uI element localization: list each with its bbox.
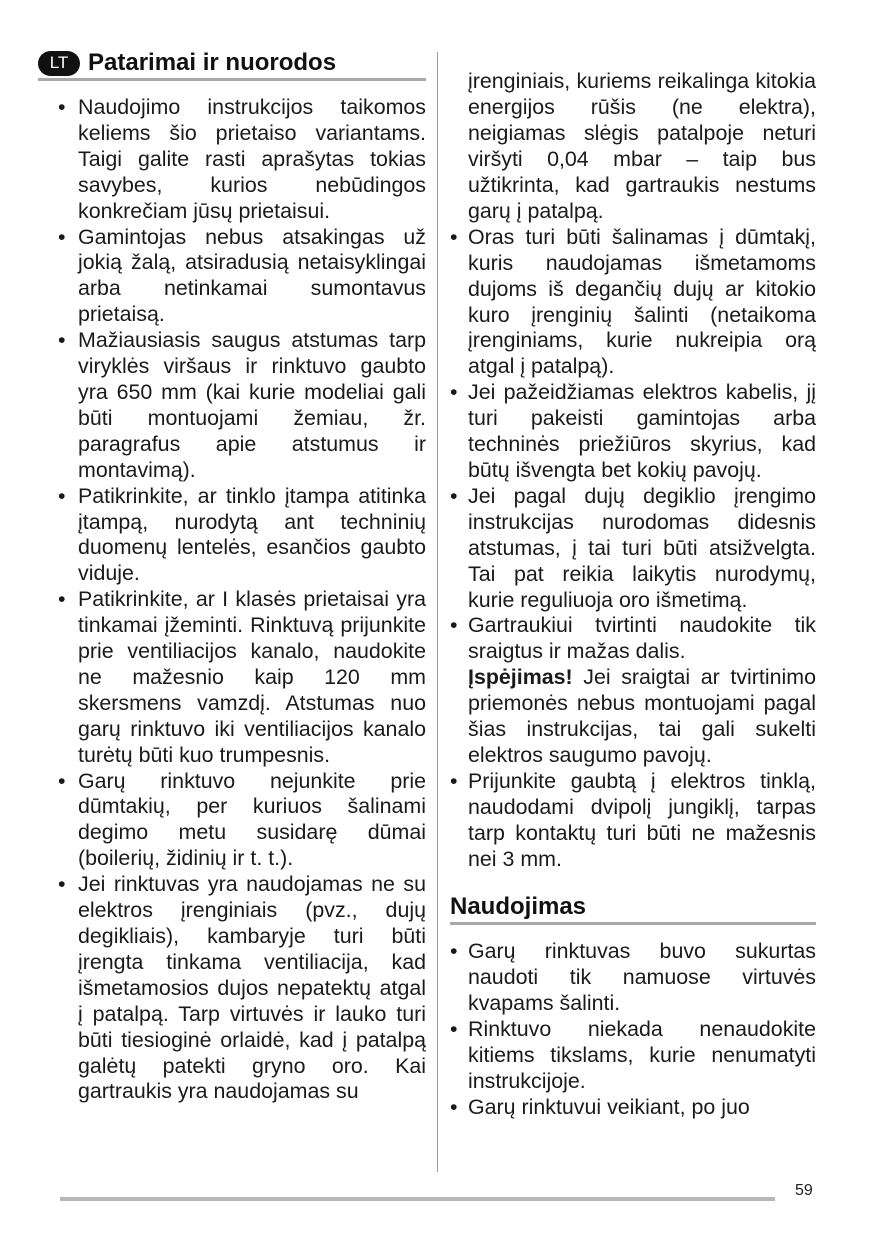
list-item: • Garų rinktuvui veikiant, po juo: [450, 1095, 816, 1121]
section-title: Patarimai ir nuorodos: [88, 49, 337, 76]
list-item: • Jei pagal dujų degiklio įrengimo instrukcijas nurodomas didesnis atstumas, į tai turi būti atsižvelgta. Tai pat reikia laikytis nurodymų, kurie reguliuoja oro išmetimą.: [450, 484, 816, 614]
list-item: • Jei pažeidžiamas elektros kabelis, jį turi pakeisti gamintojas arba techninės priežiūros skyrius, kad būtų išvengta bet kokių pavojų.: [450, 380, 816, 484]
column-divider: [437, 52, 438, 1172]
list-item: • Rinktuvo niekada nenaudokite kitiems tikslams, kurie nenumatyti instrukcijoje.: [450, 1017, 816, 1095]
list-item: • Gamintojas nebus atsakingas už jokią žalą, atsiradusią netaisyklingai arba netinkamai sumontavus prietaisą.: [38, 225, 426, 329]
warning-label: Įspėjimas!: [468, 665, 573, 690]
list-item: • Patikrinkite, ar I klasės prietaisai yra tinkamai įžeminti. Rinktuvą prijunkite prie ventiliacijos kanalo, naudokite ne mažesnio kaip 120 mm skersmens vamzdį. Atstumas nuo garų rinktuvo iki ventiliacijos kanalo turėtų būti kuo trumpesnis.: [38, 587, 426, 768]
list-item: • Garų rinktuvo nejunkite prie dūmtakių, per kuriuos šalinami degimo metu susidarę dūmai (boilerių, židinių ir t. t.).: [38, 769, 426, 873]
footer-rule: [60, 1197, 775, 1201]
list-item: • Patikrinkite, ar tinklo įtampa atitinka įtampą, nurodytą ant techninių duomenų lentelės, esančios gaubto viduje.: [38, 484, 426, 588]
list-item: • Prijunkite gaubtą į elektros tinklą, naudodami dvipolį jungiklį, tarpas tarp kontaktų turi būti ne mažesnis nei 3 mm.: [450, 769, 816, 873]
language-badge: LT: [38, 51, 80, 76]
usage-list: [450, 939, 816, 1120]
section-heading-tips: [38, 48, 426, 81]
list-item: • Garų rinktuvas buvo sukurtas naudoti tik namuose virtuvės kvapams šalinti.: [450, 939, 816, 1017]
continued-paragraph: įrenginiais, kuriems reikalinga kitokia energijos rūšis (ne elektra), neigiamas slėgis patalpoje neturi viršyti 0,04 mbar – taip bus užtikrinta, kad gartraukis nestums garų į patalpą.: [468, 69, 816, 223]
screws-text: • Gartraukiui tvirtinti naudokite tik sraigtus ir mažas dalis.: [468, 613, 816, 664]
section-title: Naudojimas: [450, 893, 587, 921]
right-column: [450, 48, 816, 1121]
list-item: • Mažiausiasis saugus atstumas tarp viryklės viršaus ir rinktuvo gaubto yra 650 mm (kai kurie modeliai gali būti montuojami žemiau, žr. paragrafus apie atstumus ir montavimą).: [38, 328, 426, 483]
page-number: 59: [795, 1182, 813, 1199]
list-item: • Jei rinktuvas yra naudojamas ne su elektros įrenginiais (pvz., dujų degikliais), kambaryje turi būti įrengta tinkama ventiliacija, kad išmetamosios dujos nepatektų atgal į patalpą. Tarp virtuvės ir lauko turi būti tiesioginė orlaidė, kad į patalpą galėtų patekti gryno oro. Kai gartraukis yra naudojamas su: [38, 872, 426, 1105]
tips-list-right: [450, 225, 816, 873]
list-item: • Naudojimo instrukcijos taikomos keliems šio prietaiso variantams. Taigi galite rasti aprašytas tokias savybes, kurios nebūdingos konkrečiam jūsų prietaisui.: [38, 95, 426, 225]
tips-list-left: [38, 95, 426, 1105]
list-item: • Oras turi būti šalinamas į dūmtakį, kuris naudojamas išmetamoms dujoms iš degančių dujų ar kitokio kuro įrenginių šalinti (netaikoma įrenginiams, kurie nukreipia orą atgal į patalpą).: [450, 225, 816, 380]
section-heading-usage: [450, 892, 816, 925]
left-column: [38, 48, 426, 1105]
warning-paragraph: [468, 665, 816, 769]
warning-text: Jei sraigtai ar tvirtinimo priemonės nebus montuojami pagal šias instrukcijas, tai gali sukelti elektros saugumo pavojų.: [468, 665, 816, 767]
list-item-screws: [450, 613, 816, 768]
